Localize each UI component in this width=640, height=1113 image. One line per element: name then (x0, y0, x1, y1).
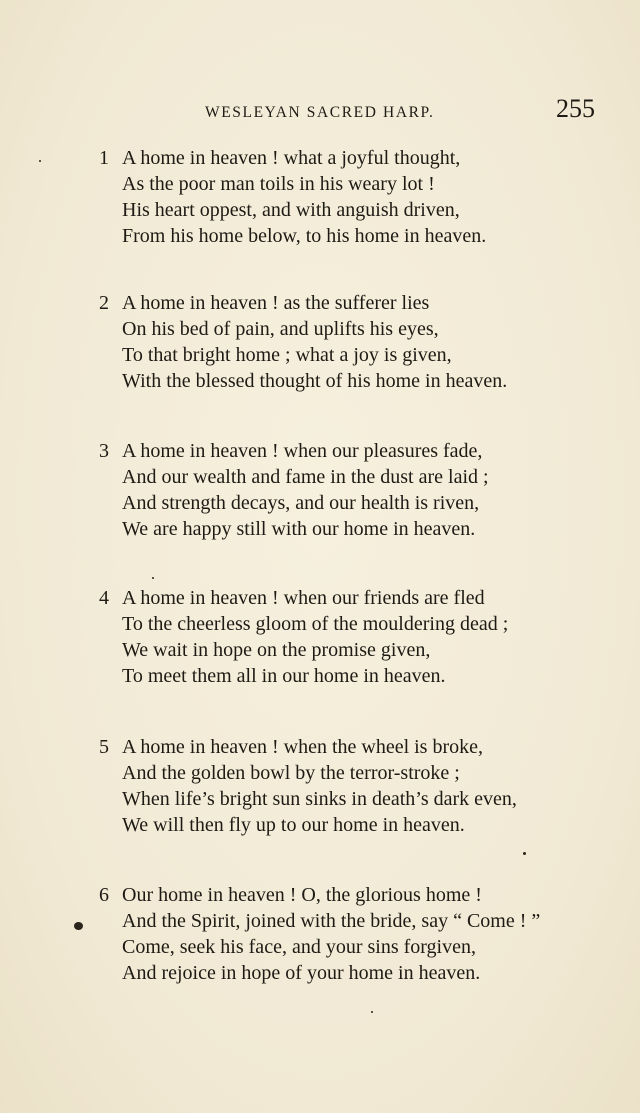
ink-blot (74, 922, 83, 930)
stanza-line: From his home below, to his home in heaven. (122, 225, 487, 247)
stanza-line: When life’s bright sun sinks in death’s dark even, (122, 788, 517, 810)
ink-speck (523, 852, 526, 855)
stanza-line: We wait in hope on the promise given, (122, 639, 431, 661)
stanza-line: We will then fly up to our home in heaven. (122, 814, 465, 836)
stanza-line: Come, seek his face, and your sins forgiven, (122, 936, 476, 958)
stanza-line: A home in heaven ! when our friends are fled (122, 587, 485, 609)
stanza-line: We are happy still with our home in heaven. (122, 518, 476, 540)
stanza-line: And our wealth and fame in the dust are laid ; (122, 466, 489, 488)
stanza-line: To that bright home ; what a joy is given, (122, 344, 452, 366)
stanza-number: 2 (99, 292, 109, 314)
stanza-number: 5 (99, 736, 109, 758)
stanza-line: A home in heaven ! when the wheel is broke, (122, 736, 484, 758)
stanza-line: And the Spirit, joined with the bride, say “ Come ! ” (122, 910, 541, 932)
ink-speck (39, 160, 41, 162)
stanza-line: A home in heaven ! as the sufferer lies (122, 292, 430, 314)
stanza-line: A home in heaven ! when our pleasures fade, (122, 440, 483, 462)
stanza-line: With the blessed thought of his home in heaven. (122, 370, 508, 392)
ink-speck (152, 577, 154, 579)
stanza-line: To meet them all in our home in heaven. (122, 665, 446, 687)
running-title: WESLEYAN SACRED HARP. (205, 104, 435, 121)
stanza-line: Our home in heaven ! O, the glorious home ! (122, 884, 482, 906)
stanza-line: His heart oppest, and with anguish driven, (122, 199, 460, 221)
page-number: 255 (556, 94, 595, 123)
stanza-line: To the cheerless gloom of the mouldering dead ; (122, 613, 509, 635)
stanza-number: 1 (99, 147, 109, 169)
ink-speck (371, 1011, 373, 1013)
stanza-line: As the poor man toils in his weary lot ! (122, 173, 435, 195)
stanza-line: And the golden bowl by the terror-stroke ; (122, 762, 460, 784)
stanza-line: And strength decays, and our health is riven, (122, 492, 480, 514)
stanza-line: And rejoice in hope of your home in heaven. (122, 962, 481, 984)
stanza-line: On his bed of pain, and uplifts his eyes, (122, 318, 439, 340)
stanza-number: 6 (99, 884, 109, 906)
stanza-number: 3 (99, 440, 109, 462)
stanza-line: A home in heaven ! what a joyful thought, (122, 147, 461, 169)
stanza-number: 4 (99, 587, 109, 609)
